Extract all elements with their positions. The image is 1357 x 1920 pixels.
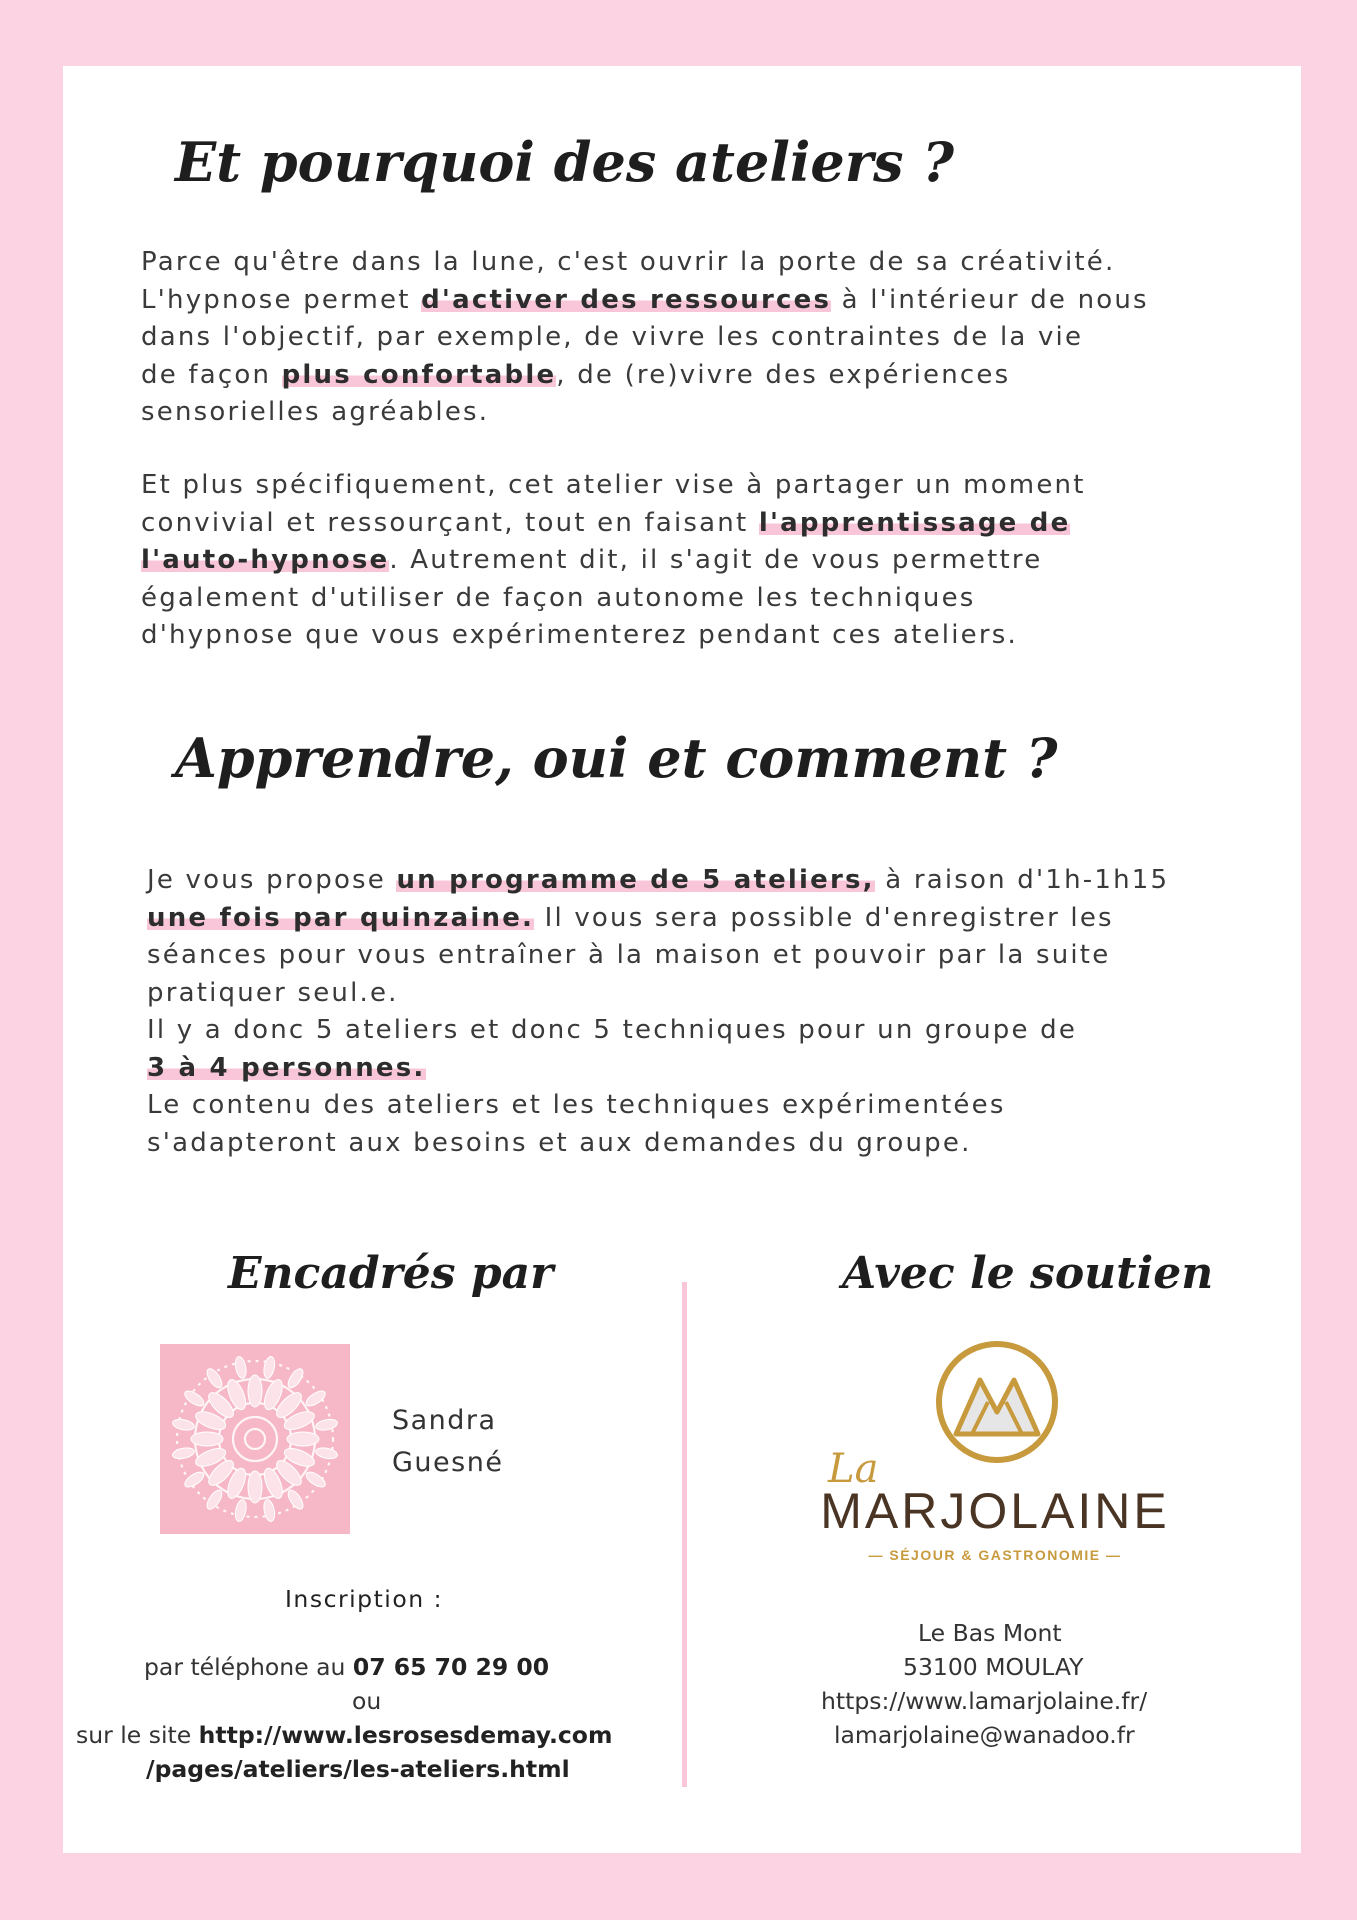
address-line-1: Le Bas Mont (918, 1619, 1062, 1647)
site-prefix: sur le site (76, 1721, 199, 1749)
paragraph-line (141, 357, 1149, 395)
highlighted-text: plus confortable (281, 359, 557, 390)
paragraph-line (141, 394, 1149, 432)
text-segment: à l'intérieur de nous (831, 284, 1149, 315)
paragraph-line (147, 900, 1169, 938)
paragraph-line (141, 580, 1086, 618)
text-segment: d'hypnose que vous expérimenterez pendant ces ateliers. (141, 620, 1018, 650)
address-line-2: 53100 MOULAY (903, 1653, 1084, 1681)
highlighted-text: 3 à 4 personnes. (147, 1052, 426, 1083)
text-segment: séances pour vous entraîner à la maison et pouvoir par la suite (147, 940, 1111, 970)
column-divider (682, 1282, 687, 1787)
paragraph-line (147, 1050, 1169, 1088)
paragraph-program (147, 862, 1169, 1162)
text-segment: également d'utiliser de façon autonome les techniques (141, 582, 976, 613)
paragraph-line (147, 937, 1169, 975)
paragraph-why-2 (141, 467, 1086, 655)
text-segment: Il y a donc 5 ateliers et donc 5 techniques pour un groupe de (147, 1015, 1078, 1045)
logo-tagline-text: — SÉJOUR & GASTRONOMIE — (868, 1547, 1122, 1563)
phone-line (144, 1650, 549, 1684)
highlighted-text: l'apprentissage de (758, 507, 1071, 538)
paragraph-line (147, 1012, 1169, 1050)
text-segment: convivial et ressourçant, tout en faisant (141, 507, 759, 538)
heading-why-workshops: Et pourquoi des ateliers ? (175, 130, 955, 194)
highlighted-text: un programme de 5 ateliers, (396, 865, 875, 895)
paragraph-line (141, 244, 1149, 282)
text-segment: pratiquer seul.e. (147, 977, 399, 1008)
paragraph-line (141, 617, 1086, 655)
highlighted-text: l'auto-hypnose (141, 545, 390, 575)
paragraph-line (141, 505, 1086, 543)
highlighted-text: d'activer des ressources (421, 284, 832, 315)
heading-supervised-by: Encadrés par (228, 1248, 554, 1299)
logo-script-text: La (828, 1446, 879, 1492)
text-segment: L'hypnose permet (141, 284, 422, 315)
paragraph-line (147, 862, 1169, 900)
paragraph-line (141, 467, 1086, 505)
partner-website[interactable]: https://www.lamarjolaine.fr/ (821, 1687, 1148, 1715)
text-segment: , de (re)vivre des expériences (556, 359, 1011, 390)
la-marjolaine-logo (780, 1340, 1210, 1570)
inscription-title: Inscription : (285, 1585, 443, 1613)
paragraph-line (147, 975, 1169, 1013)
text-segment: dans l'objectif, par exemple, de vivre les contraintes de la vie (141, 322, 1084, 352)
heading-with-support: Avec le soutien (842, 1248, 1214, 1299)
presenter-name-first: Sandra (392, 1405, 497, 1436)
text-segment: Le contenu des ateliers et les techniques expérimentées (147, 1090, 1006, 1120)
or-text: ou (352, 1687, 382, 1715)
highlighted-text: une fois par quinzaine. (147, 902, 535, 933)
mandala-icon (160, 1344, 350, 1534)
text-segment: Il vous sera possible d'enregistrer les (534, 902, 1114, 933)
text-segment: Et plus spécifiquement, cet atelier vise à partager un moment (141, 470, 1086, 500)
text-segment: sensorielles agréables. (141, 397, 490, 427)
paragraph-line (147, 1125, 1169, 1163)
paragraph-line (147, 1087, 1169, 1125)
paragraph-line (141, 542, 1086, 580)
text-segment: s'adapteront aux besoins et aux demandes du groupe. (147, 1127, 972, 1158)
text-segment: Parce qu'être dans la lune, c'est ouvrir la porte de sa créativité. (141, 247, 1116, 277)
paragraph-why-1 (141, 244, 1149, 432)
site-link-part1[interactable]: http://www.lesrosesdemay.com (198, 1721, 613, 1749)
partner-email[interactable]: lamarjolaine@wanadoo.fr (834, 1721, 1135, 1749)
presenter-name-last: Guesné (392, 1447, 504, 1478)
text-segment: à raison d'1h-1h15 (874, 865, 1170, 895)
phone-number[interactable]: 07 65 70 29 00 (352, 1653, 550, 1681)
paragraph-line (141, 282, 1149, 320)
site-link-part2[interactable]: /pages/ateliers/les-ateliers.html (146, 1755, 570, 1783)
phone-prefix: par téléphone au (144, 1653, 353, 1681)
text-segment: de façon (141, 359, 282, 390)
text-segment: Je vous propose (147, 865, 397, 895)
site-line (76, 1718, 612, 1752)
logo-name-text: MARJOLAINE (820, 1483, 1170, 1539)
paragraph-line (141, 319, 1149, 357)
text-segment: . Autrement dit, il s'agit de vous permettre (389, 545, 1043, 575)
heading-learn-how: Apprendre, oui et comment ? (175, 726, 1058, 790)
